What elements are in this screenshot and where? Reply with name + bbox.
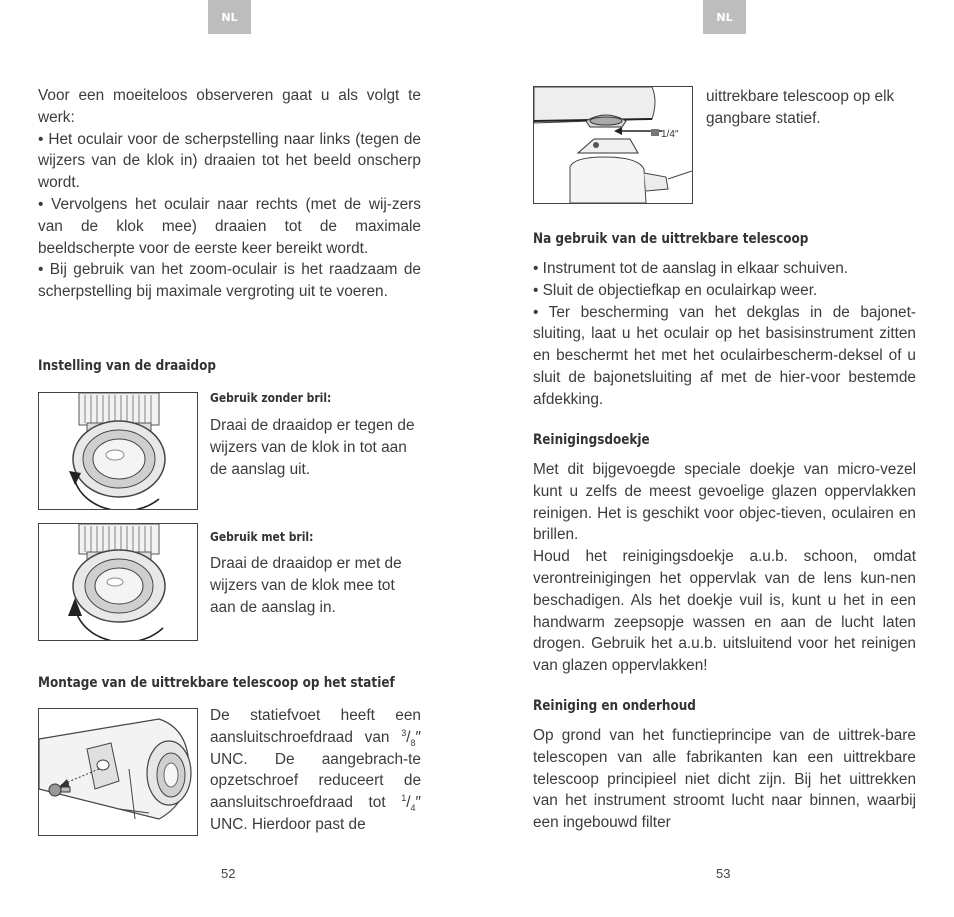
figure-quarter-inch-adapter xyxy=(533,86,693,204)
quarter-inch-label: 1/4″ xyxy=(661,129,679,140)
fraction-slash: / xyxy=(406,794,411,812)
text-with-glasses: Draai de draaidop er met de wijzers van de klok mee tot aan de aanslag in. xyxy=(210,555,402,616)
subheading-without-glasses: Gebruik zonder bril: xyxy=(210,390,332,405)
montage-continuation: uittrekbare telescoop op elk gangbare statief. xyxy=(706,88,895,127)
intro-text xyxy=(38,85,421,303)
language-tab-label: NL xyxy=(716,10,733,24)
montage-text-part: De statiefvoet heeft een aansluitschroefdraad van xyxy=(210,707,421,746)
figure-tripod-mount xyxy=(38,708,198,836)
fraction-denominator: 8 xyxy=(410,737,416,748)
list-item: • Ter bescherming van het dekglas in de bajonet-sluiting, laat u het oculair op het basisinstrument zitten en beschermt het met het oculairbescherm-deksel of u sluit de bajonetsluiting af met de hier-voor bestemde afdekking. xyxy=(533,303,916,408)
language-tab-left xyxy=(208,0,251,34)
paragraph: Houd het reinigingsdoekje a.u.b. schoon, omdat verontreinigingen het oppervlak van de lens kun-nen beschadigen. Als het doekje vuil is, kunt u het in een handwarm zeepsopje wassen en aan de lucht laten drogen. Gebruik het a.u.b. uitsluitend voor het reinigen van glazen oppervlakken! xyxy=(533,548,916,675)
intro-paragraph: Voor een moeiteloos observeren gaat u als volgt te werk: xyxy=(38,87,421,126)
intro-bullet: • Het oculair voor de scherpstelling naar links (tegen de wijzers van de klok in) draaien tot het beeld onscherp wordt. xyxy=(38,130,421,192)
fraction-numerator: 3 xyxy=(401,727,407,738)
intro-bullet: • Vervolgens het oculair naar rechts (met de wij-zers van de klok mee) draaien tot de maximale beeldscherpte voor de eerste keer bereikt wordt. xyxy=(38,195,421,257)
figure-eyecup-without-glasses xyxy=(38,392,198,510)
section-heading-reinigingsdoekje: Reinigingsdoekje xyxy=(533,432,650,448)
fraction-denominator: 4 xyxy=(410,803,416,814)
language-tab-label: NL xyxy=(221,10,238,24)
montage-text-part: UNC. De aangebrach-te opzetschroef reduceert de aansluitschroefdraad tot xyxy=(210,750,421,812)
paragraph: Met dit bijgevoegde speciale doekje van micro-vezel kunt u zelfs de meest gevoelige glazen oppervlakken reinigen. Het is geschikt voor objec-tieven, oculairen en brillen. xyxy=(533,461,916,544)
inch-mark: ″ xyxy=(415,728,421,746)
montage-text-part: UNC. Hierdoor past de xyxy=(210,815,366,833)
na-gebruik-list xyxy=(533,258,916,411)
page-number-right: 53 xyxy=(716,866,731,881)
subheading-with-glasses: Gebruik met bril: xyxy=(210,529,314,544)
list-item: • Instrument tot de aanslag in elkaar schuiven. xyxy=(533,260,849,277)
figure-eyecup-with-glasses xyxy=(38,523,198,641)
reinigingsdoekje-text xyxy=(533,459,916,677)
section-heading-draaidop: Instelling van de draaidop xyxy=(38,358,217,374)
language-tab-right xyxy=(703,0,746,34)
inch-mark: ″ xyxy=(415,794,421,812)
list-item: • Sluit de objectiefkap en oculairkap weer. xyxy=(533,281,818,299)
fraction-slash: / xyxy=(406,728,411,746)
section-heading-montage: Montage van de uittrekbare telescoop op het statief xyxy=(38,675,395,691)
page-number-left: 52 xyxy=(221,866,236,881)
montage-text xyxy=(210,705,421,836)
onderhoud-text: Op grond van het functieprincipe van de uittrek-bare telescopen van alle fabrikanten kan een uittrekbare telescoop principieel niet dicht zijn. Bij het uittrekken van het instrument stroomt lucht naar binnen, waarbij een ingebouwd filter xyxy=(533,727,916,832)
fraction-numerator: 1 xyxy=(401,793,407,804)
section-heading-na-gebruik: Na gebruik van de uittrekbare telescoop xyxy=(533,231,809,247)
text-without-glasses: Draai de draaidop er tegen de wijzers van de klok in tot aan de aanslag uit. xyxy=(210,417,415,478)
intro-bullet: • Bij gebruik van het zoom-oculair is het raadzaam de scherpstelling bij maximale vergroting uit te voeren. xyxy=(38,261,421,301)
section-heading-onderhoud: Reiniging en onderhoud xyxy=(533,698,696,714)
